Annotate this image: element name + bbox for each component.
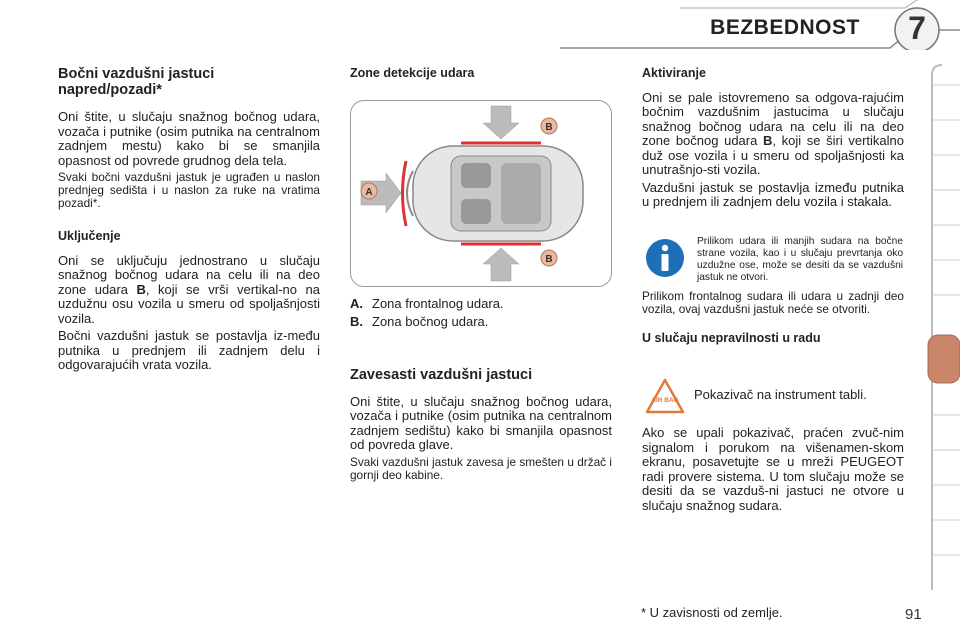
section-heading: Zavesasti vazdušni jastuci [350,367,533,383]
column-left [58,66,320,376]
zone-label-a: A [365,187,373,198]
zone-label-b-top: B [545,122,553,133]
warning-label: Pokazivač na instrument tabli. [694,387,867,402]
sub-heading: Aktiviranje [642,66,706,80]
column-middle-lower [350,368,612,485]
zone-label-b-bottom: B [545,254,553,265]
footnote: * U zavisnosti od zemlje. [641,605,783,620]
paragraph: Oni štite, u slučaju snažnog bočnog udara, vozača i putnike (osim putnika na centralnom zadnjem mestu) kako bi se smanjila opasnost od povrede grudnog dela tela. [58,109,320,168]
airbag-icon-text: AIR BAG [651,397,679,404]
legend-item-a: A. Zona frontalnog udara. [350,296,504,311]
paragraph: Prilikom frontalnog sudara ili udara u zadnji deo vozila, ovaj vazdušni jastuk neće se otvoriti. [642,289,904,316]
paragraph: Oni se uključuju jednostrano u slučaju snažnog bočnog udara na celu ili na deo zone udara B, koji se vrši vertikal-no na uzdužnu osu vozila u smeru od spoljašnjosti vozila. [58,252,320,326]
column-right-lower [642,426,904,516]
sub-heading: Zone detekcije udara [350,66,475,80]
car-illustration [407,146,583,241]
info-icon [645,238,685,278]
column-middle [350,66,612,91]
paragraph: Oni štite, u slučaju snažnog bočnog udara, vozača i putnike (osim putnika na centralnom zadnjem sedištu) kako bi smanjila opasnost od povreda glave. [350,393,612,452]
chapter-number: 7 [908,10,926,46]
sub-heading: Uključenje [58,229,121,243]
paragraph: Svaki bočni vazdušni jastuk je ugrađen u naslon prednjeg sedišta i u naslon za ruke na vratima pozadi*. [58,170,320,210]
paragraph: Bočni vazdušni jastuk se postavlja iz-među putnika u prednjem ili zadnjem delu i odgovarajućih vrata vozila. [58,328,320,372]
airbag-warning-icon [645,378,685,414]
section-heading: Bočni vazdušni jastuci napred/pozadi* [58,66,215,98]
chapter-side-tabs[interactable] [926,60,960,600]
legend-item-b: B. Zona bočnog udara. [350,314,489,329]
column-right-middle [642,290,904,356]
sub-heading: U slučaju nepravilnosti u radu [642,331,821,345]
chapter-tab-active [928,335,960,383]
page-number: 91 [905,606,922,623]
paragraph: Svaki vazdušni jastuk zavesa je smešten u držač i gornji deo kabine. [350,454,612,482]
paragraph: Oni se pale istovremeno sa odgova-rajućim bočnim vazdušnim jastucima u slučaju snažnog bočnog udara na celu ili na deo zone bočnog udara B, koji se širi vertikalno duž ose vozila i u smeru od spoljašnjosti ka unutrašnjo-sti vozila. [642,89,904,177]
column-right [642,66,904,213]
chapter-title: BEZBEDNOST [710,16,860,39]
impact-zone-diagram [350,100,612,287]
info-note: Prilikom udara ili manjih sudara na bočne strane vozila, kao i u slučaju prevrtanja oko uzdužne ose, može se desiti da se vazdušni jastuk ne otvori. [697,236,903,283]
paragraph: Ako se upali pokazivač, praćen zvuč-nim signalom i porukom na višenamen-skom ekranu, posavetujte se u mreži PEUGEOT radi provere sistema. U tom slučaju može se desiti da se vazduš-ni jastuci ne otvore u slučaju snažnog sudara. [642,425,904,513]
paragraph: Vazdušni jastuk se postavlja između putnika u prednjem ili zadnjem delu vozila i stakala. [642,179,904,209]
